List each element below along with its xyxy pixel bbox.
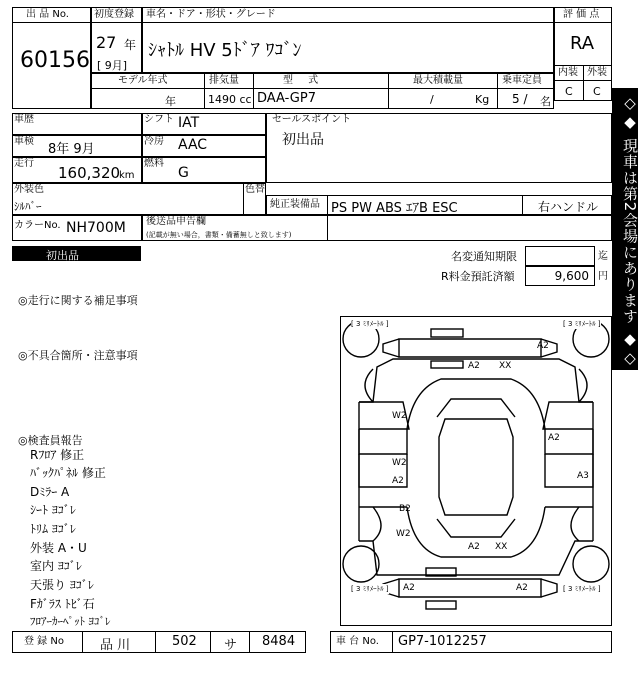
docs-note: (記載が無い場合，書類・備蓄無しと致します) <box>146 231 292 239</box>
reg-month: [ 9月] <box>97 59 128 72</box>
capacity-label: 乗車定員 <box>502 75 542 86</box>
chassis-no: GP7-1012257 <box>398 634 487 649</box>
model: DAA-GP7 <box>257 91 316 106</box>
tire-depth-rl: [ 3 ﾐﾘﾒｰﾄﾙ ] <box>351 585 389 593</box>
sales-point: 初出品 <box>282 132 324 148</box>
interior-label: 内装 <box>558 67 578 78</box>
capacity-unit: 名 <box>540 95 551 108</box>
tire-depth-fr: [ 3 ﾐﾘﾒｰﾄﾙ ] <box>563 320 601 328</box>
ext-color: ｼﾙﾊﾞｰ <box>14 200 42 213</box>
lot-no-value: 60156 <box>20 48 90 73</box>
shift-label: シフト <box>144 114 174 125</box>
damage-mark: XX <box>499 361 512 371</box>
interior-score: C <box>565 85 573 98</box>
name-change-value <box>525 246 595 266</box>
fuel-label: 燃料 <box>144 158 164 169</box>
mileage-label: 走行 <box>14 158 34 169</box>
reg-no-label: 登 録 No <box>24 636 64 647</box>
chassis-label: 車 台 No. <box>336 636 379 647</box>
ext-color-label: 外装色 <box>14 184 44 195</box>
score-label: 評 価 点 <box>563 9 600 20</box>
report-item: 天張り ﾖｺﾞﾚ <box>30 578 94 592</box>
steering-side: 右ハンドル <box>538 200 599 214</box>
report-item: ﾌﾛｱｰｶｰﾍﾟｯﾄ ﾖｺﾞﾚ <box>30 615 111 628</box>
inspection: 8年 9月 <box>48 142 95 157</box>
ac-label: 冷房 <box>144 136 164 147</box>
equipment: PS PW ABS ｴｱB ESC <box>331 201 458 216</box>
tire-depth-fl: [ 3 ﾐﾘﾒｰﾄﾙ ] <box>351 320 389 328</box>
shift: IAT <box>178 115 200 131</box>
ac: AAC <box>178 137 208 153</box>
model-year-label: モデル年式 <box>118 75 168 86</box>
damage-mark: W2 <box>396 529 411 539</box>
lot-no-label: 出 品 No. <box>26 9 69 20</box>
report-item: Rﾌﾛｱ 修正 <box>30 448 85 462</box>
max-load-unit: Kg <box>475 93 490 106</box>
mileage-unit: km <box>119 170 135 181</box>
reg-serial: 8484 <box>262 634 296 649</box>
sales-point-label: セールスポイント <box>272 114 352 125</box>
inspector-report-title: ◎検査員報告 <box>18 434 83 447</box>
report-item: Dﾐﾗｰ A <box>30 485 70 499</box>
docs-label: 後送品申告欄 <box>146 216 206 227</box>
damage-mark: A2 <box>537 341 549 351</box>
tire-rear-right <box>573 546 609 582</box>
exterior-score: C <box>593 85 601 98</box>
reg-class-no: 502 <box>172 634 197 649</box>
model-year-unit: 年 <box>165 95 176 108</box>
side-banner: ◇◆ 現車は第2会場にあります ◆◇ <box>612 88 638 370</box>
damage-mark: A2 <box>403 583 415 593</box>
color-no-label: カラーNo. <box>14 220 61 231</box>
damage-mark: A2 <box>392 476 404 486</box>
damage-mark: XX <box>495 542 508 552</box>
year-unit: 年 <box>124 38 137 52</box>
displacement: 1490 cc <box>208 93 252 106</box>
driving-notes-title: ◎走行に関する補足事項 <box>18 294 138 307</box>
mileage: 160,320 <box>58 164 121 182</box>
exterior-label: 外装 <box>587 67 607 78</box>
damage-mark: A2 <box>516 583 528 593</box>
damage-mark: A2 <box>468 361 480 371</box>
reg-kana: サ <box>224 638 238 653</box>
status-bar-text: 初出品 <box>46 249 79 262</box>
report-item: ｼｰﾄ ﾖｺﾞﾚ <box>30 503 76 517</box>
damage-mark: A2 <box>548 433 560 443</box>
defects-title: ◎不具合箇所・注意事項 <box>18 349 138 362</box>
damage-diagram <box>340 316 612 626</box>
recycle-label: R料金預託済額 <box>441 270 515 283</box>
model-label: 型 式 <box>283 75 325 86</box>
damage-mark: A3 <box>577 471 589 481</box>
overall-score: RA <box>570 33 595 54</box>
history-label: 車歴 <box>14 114 34 125</box>
first-reg-label: 初度登録 <box>94 9 134 20</box>
color-change-label: 色替 <box>245 184 265 195</box>
fuel: G <box>178 165 189 181</box>
damage-mark: A2 <box>468 542 480 552</box>
equipment-label: 純正装備品 <box>270 199 320 210</box>
color-no: NH700M <box>66 220 126 236</box>
ext-color-box <box>12 183 266 215</box>
report-item: Fｶﾞﾗｽ ﾄﾋﾞ石 <box>30 597 95 611</box>
tire-depth-rr: [ 3 ﾐﾘﾒｰﾄﾙ ] <box>563 585 601 593</box>
capacity: 5 / <box>512 92 528 106</box>
recycle-unit: 円 <box>598 271 608 282</box>
era-year: 27 <box>96 33 117 52</box>
name-change-label: 名変通知期限 <box>451 250 517 263</box>
car-name-label: 車名・ドア・形状・グレード <box>146 9 276 20</box>
report-item: ﾄﾘﾑ ﾖｺﾞﾚ <box>30 522 76 536</box>
name-change-unit: 迄 <box>598 251 608 262</box>
report-item: 室内 ﾖｺﾞﾚ <box>30 559 82 573</box>
damage-mark: B2 <box>399 504 411 514</box>
report-item: 外装 A・U <box>30 541 87 555</box>
car-name: ｼｬﾄﾙ HV 5ﾄﾞｱ ﾜｺﾞﾝ <box>148 40 302 61</box>
displacement-label: 排気量 <box>209 75 239 86</box>
max-load: / <box>430 93 434 106</box>
damage-mark: W2 <box>392 458 407 468</box>
max-load-label: 最大積載量 <box>413 75 463 86</box>
inspection-label: 車検 <box>14 136 34 147</box>
report-item: ﾊﾞｯｸﾊﾟﾈﾙ 修正 <box>30 466 106 480</box>
reg-office: 品 川 <box>100 638 131 653</box>
recycle-value: 9,600 <box>525 266 595 286</box>
damage-mark: W2 <box>392 411 407 421</box>
